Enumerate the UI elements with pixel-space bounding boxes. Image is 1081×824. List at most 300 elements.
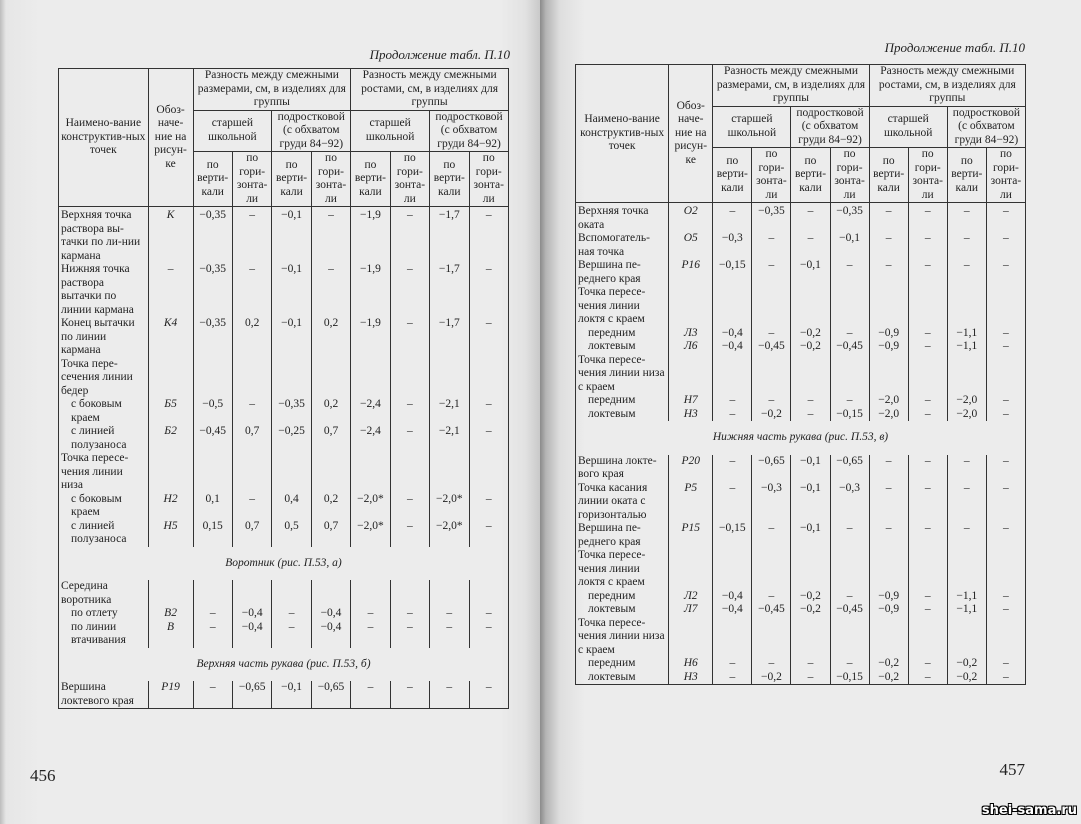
point-name: Верхняя точка раствора вы-тачки по ли-нии кармана (59, 207, 149, 264)
point-name: по отлету (59, 607, 149, 621)
table-row (59, 398, 509, 425)
value-cell (311, 580, 350, 607)
value-cell (908, 549, 947, 590)
value-cell (869, 617, 908, 658)
value-cell: −0,35 (752, 203, 791, 233)
value-cell: – (830, 259, 869, 286)
value-cell: −0,3 (713, 232, 752, 259)
value-cell: – (430, 621, 469, 648)
data-table-left (58, 68, 509, 709)
value-cell: −0,2 (869, 657, 908, 671)
section-row (59, 648, 509, 682)
horiz-header: по гори-зонта-ли (390, 152, 429, 207)
value-cell: – (752, 259, 791, 286)
value-cell: −0,4 (713, 590, 752, 604)
value-cell: −0,4 (232, 607, 271, 621)
value-cell: −0,65 (830, 455, 869, 482)
value-cell: – (986, 590, 1025, 604)
value-cell: – (713, 394, 752, 408)
value-cell: – (986, 482, 1025, 523)
senior-header: старшей школьной (351, 110, 430, 152)
value-cell: −0,45 (830, 340, 869, 354)
table-row (59, 358, 509, 399)
continuation-label: Продолжение табл. П.10 (369, 47, 510, 62)
point-name: Точка пересе-чения линии низа (59, 452, 149, 493)
point-symbol: Р16 (669, 259, 713, 286)
value-cell: −0,2 (752, 408, 791, 422)
col-name-header: Наимено-вание конструктив-ных точек (576, 65, 669, 203)
section-title: Воротник (рис. П.53, а) (225, 556, 342, 569)
value-cell (713, 617, 752, 658)
value-cell: −0,45 (752, 340, 791, 354)
value-cell (311, 358, 350, 399)
value-cell: – (986, 340, 1025, 354)
value-cell: – (752, 327, 791, 341)
col-symbol-header: Обоз-наче-ние на рисун-ке (148, 69, 193, 207)
value-cell: – (390, 621, 429, 648)
value-cell: −1,9 (351, 207, 390, 264)
value-cell (986, 617, 1025, 658)
point-symbol: В2 (148, 607, 193, 621)
value-cell: −0,15 (713, 522, 752, 549)
table-row (59, 520, 509, 547)
value-cell: – (469, 493, 508, 520)
vert-header: по верти-кали (430, 152, 469, 207)
value-cell (908, 617, 947, 658)
point-symbol: Л2 (669, 590, 713, 604)
value-cell: – (908, 232, 947, 259)
value-cell: −0,4 (311, 607, 350, 621)
point-symbol: Н6 (669, 657, 713, 671)
value-cell: −0,2 (869, 671, 908, 685)
value-cell (869, 286, 908, 327)
value-cell: −0,1 (272, 263, 311, 317)
table-row (576, 482, 1026, 523)
table-row (59, 607, 509, 621)
value-cell: – (390, 520, 429, 547)
value-cell: −2,0* (430, 493, 469, 520)
value-cell (752, 617, 791, 658)
senior-header: старшей школьной (869, 106, 947, 148)
value-cell: 0,5 (272, 520, 311, 547)
value-cell (351, 580, 390, 607)
value-cell: −0,9 (869, 590, 908, 604)
value-cell (193, 358, 232, 399)
value-cell: −2,0 (947, 394, 986, 408)
value-cell (791, 549, 830, 590)
value-cell: −0,35 (193, 207, 232, 264)
value-cell: – (390, 493, 429, 520)
value-cell: −1,1 (947, 590, 986, 604)
value-cell: – (752, 394, 791, 408)
table-row (576, 455, 1026, 482)
value-cell: – (469, 681, 508, 709)
value-cell: −0,2 (752, 671, 791, 685)
point-name: с линией полузаноса (59, 425, 149, 452)
value-cell: 0,7 (311, 520, 350, 547)
value-cell: −0,9 (869, 603, 908, 617)
value-cell: – (986, 394, 1025, 408)
point-symbol (669, 617, 713, 658)
value-cell: – (908, 590, 947, 604)
value-cell: −0,1 (791, 259, 830, 286)
point-name: Вершина локте-вого края (576, 455, 669, 482)
value-cell: −0,65 (752, 455, 791, 482)
value-cell: – (791, 203, 830, 233)
value-cell: – (986, 203, 1025, 233)
value-cell: −1,9 (351, 317, 390, 358)
value-cell: −1,7 (430, 207, 469, 264)
value-cell: – (791, 232, 830, 259)
value-cell: −2,0* (351, 493, 390, 520)
value-cell (752, 549, 791, 590)
value-cell: – (469, 263, 508, 317)
value-cell: – (908, 340, 947, 354)
table-row (576, 286, 1026, 327)
value-cell: – (713, 408, 752, 422)
table-row (576, 340, 1026, 354)
group-heights-header: Разность между смежными ростами, см, в изделиях для группы (869, 65, 1025, 107)
value-cell: – (390, 263, 429, 317)
value-cell: – (947, 203, 986, 233)
value-cell: – (713, 455, 752, 482)
value-cell: – (947, 455, 986, 482)
senior-header: старшей школьной (713, 106, 791, 148)
value-cell (713, 286, 752, 327)
point-symbol (669, 354, 713, 395)
value-cell: – (908, 327, 947, 341)
table-header (59, 69, 509, 207)
point-symbol: – (148, 263, 193, 317)
value-cell: −0,4 (232, 621, 271, 648)
value-cell: – (469, 207, 508, 264)
value-cell (947, 549, 986, 590)
point-symbol: Н3 (669, 671, 713, 685)
vert-header: по верти-кали (791, 148, 830, 203)
point-name: локтевым (576, 603, 669, 617)
value-cell: −1,7 (430, 317, 469, 358)
value-cell: −1,9 (351, 263, 390, 317)
point-name: Вершина пе-реднего края (576, 259, 669, 286)
value-cell: – (869, 522, 908, 549)
value-cell (908, 354, 947, 395)
value-cell: −0,9 (869, 327, 908, 341)
value-cell: – (791, 394, 830, 408)
point-symbol: Н7 (669, 394, 713, 408)
point-name: Вершина локтевого края (59, 681, 149, 709)
value-cell: −0,1 (791, 522, 830, 549)
point-symbol: Б5 (148, 398, 193, 425)
point-symbol: В (148, 621, 193, 648)
value-cell: −2,0* (430, 520, 469, 547)
table-row (576, 203, 1026, 233)
point-symbol: Р5 (669, 482, 713, 523)
col-name-header: Наимено-вание конструктив-ных точек (59, 69, 149, 207)
value-cell: – (469, 607, 508, 621)
value-cell: −2,1 (430, 398, 469, 425)
value-cell: – (752, 522, 791, 549)
value-cell: – (390, 607, 429, 621)
value-cell: – (908, 657, 947, 671)
value-cell (232, 358, 271, 399)
value-cell (791, 354, 830, 395)
section-row (576, 421, 1026, 455)
value-cell: 0,15 (193, 520, 232, 547)
group-heights-header: Разность между смежными ростами, см, в изделиях для группы (351, 69, 509, 111)
right-page (540, 0, 1081, 824)
table-row (576, 671, 1026, 685)
table-row (576, 232, 1026, 259)
value-cell: −0,45 (193, 425, 232, 452)
value-cell: – (986, 327, 1025, 341)
point-symbol: О5 (669, 232, 713, 259)
value-cell: −0,5 (193, 398, 232, 425)
value-cell: −0,35 (193, 263, 232, 317)
point-symbol: К4 (148, 317, 193, 358)
value-cell (752, 286, 791, 327)
horiz-header: по гори-зонта-ли (311, 152, 350, 207)
section-title: Нижняя часть рукава (рис. П.53, в) (712, 431, 889, 443)
value-cell: – (752, 232, 791, 259)
value-cell: – (390, 425, 429, 452)
table-row (576, 522, 1026, 549)
value-cell: – (947, 259, 986, 286)
value-cell (430, 452, 469, 493)
point-name: с боковым краем (59, 493, 149, 520)
table-row (576, 590, 1026, 604)
value-cell: −0,65 (232, 681, 271, 709)
value-cell (947, 617, 986, 658)
value-cell: −0,1 (272, 681, 311, 709)
value-cell: −0,9 (869, 340, 908, 354)
table-row (59, 681, 509, 709)
value-cell: – (232, 207, 271, 264)
value-cell: – (986, 603, 1025, 617)
value-cell (272, 358, 311, 399)
point-symbol: Р20 (669, 455, 713, 482)
value-cell: – (869, 203, 908, 233)
value-cell: −0,4 (713, 340, 752, 354)
value-cell: – (469, 425, 508, 452)
value-cell: – (272, 607, 311, 621)
vert-header: по верти-кали (351, 152, 390, 207)
horiz-header: по гори-зонта-ли (986, 148, 1025, 203)
value-cell (390, 358, 429, 399)
point-name: передним (576, 657, 669, 671)
value-cell: −0,1 (830, 232, 869, 259)
value-cell (752, 354, 791, 395)
value-cell (791, 286, 830, 327)
value-cell: – (830, 657, 869, 671)
point-name: передним (576, 327, 669, 341)
point-symbol (148, 452, 193, 493)
point-name: Точка касания линии оката с горизонталью (576, 482, 669, 523)
value-cell (390, 452, 429, 493)
value-cell: – (430, 607, 469, 621)
value-cell (791, 617, 830, 658)
value-cell: – (947, 522, 986, 549)
value-cell (986, 354, 1025, 395)
value-cell: – (232, 493, 271, 520)
value-cell: 0,4 (272, 493, 311, 520)
value-cell: – (869, 455, 908, 482)
value-cell: – (908, 408, 947, 422)
value-cell (430, 358, 469, 399)
value-cell: −0,4 (311, 621, 350, 648)
value-cell (713, 354, 752, 395)
value-cell: – (713, 657, 752, 671)
value-cell: −0,3 (830, 482, 869, 523)
value-cell (947, 286, 986, 327)
value-cell (713, 549, 752, 590)
value-cell: – (390, 681, 429, 709)
vert-header: по верти-кали (869, 148, 908, 203)
table-row (576, 603, 1026, 617)
point-name: локтевым (576, 671, 669, 685)
value-cell: – (869, 482, 908, 523)
value-cell: −0,2 (791, 327, 830, 341)
point-name: Точка пере-сечения линии бедер (59, 358, 149, 399)
value-cell: −2,0 (947, 408, 986, 422)
value-cell (311, 452, 350, 493)
value-cell (351, 358, 390, 399)
teen-header: подростковой (с обхватом груди 84−92) (947, 106, 1025, 148)
value-cell: −0,4 (713, 603, 752, 617)
vert-header: по верти-кали (272, 152, 311, 207)
value-cell: – (908, 203, 947, 233)
value-cell (869, 354, 908, 395)
teen-header: подростковой (с обхватом груди 84−92) (791, 106, 869, 148)
value-cell: −0,35 (272, 398, 311, 425)
value-cell: 0,7 (232, 425, 271, 452)
group-sizes-header: Разность между смежными размерами, см, в изделиях для группы (713, 65, 869, 107)
table-row (576, 327, 1026, 341)
group-sizes-header: Разность между смежными размерами, см, в изделиях для группы (193, 69, 351, 111)
value-cell: −2,1 (430, 425, 469, 452)
value-cell: 0,1 (193, 493, 232, 520)
value-cell: – (947, 482, 986, 523)
value-cell: −1,1 (947, 327, 986, 341)
point-symbol: Л7 (669, 603, 713, 617)
value-cell (830, 617, 869, 658)
section-row (59, 547, 509, 581)
value-cell: – (351, 681, 390, 709)
point-symbol: К (148, 207, 193, 264)
point-symbol: Р19 (148, 681, 193, 709)
col-symbol-header: Обоз-наче-ние на рисун-ке (669, 65, 713, 203)
point-symbol: Л6 (669, 340, 713, 354)
point-name: локтевым (576, 340, 669, 354)
value-cell: 0,7 (311, 425, 350, 452)
point-symbol: Л3 (669, 327, 713, 341)
value-cell: −2,4 (351, 398, 390, 425)
vert-header: по верти-кали (713, 148, 752, 203)
point-name: Верхняя точка оката (576, 203, 669, 233)
point-name: Вершина пе-реднего края (576, 522, 669, 549)
value-cell (469, 452, 508, 493)
value-cell: – (713, 203, 752, 233)
value-cell: −0,4 (713, 327, 752, 341)
value-cell: −0,35 (830, 203, 869, 233)
point-name: Точка пересе-чения линии низа с краем (576, 354, 669, 395)
value-cell: – (908, 603, 947, 617)
value-cell: – (351, 607, 390, 621)
value-cell: – (390, 207, 429, 264)
senior-header: старшей школьной (193, 110, 272, 152)
left-page (0, 0, 540, 824)
value-cell: 0,2 (311, 317, 350, 358)
point-name: Конец вытачки по линии кармана (59, 317, 149, 358)
value-cell (908, 286, 947, 327)
point-name: Вспомогатель-ная точка (576, 232, 669, 259)
value-cell: −0,1 (272, 207, 311, 264)
horiz-header: по гори-зонта-ли (908, 148, 947, 203)
point-symbol: Н2 (148, 493, 193, 520)
value-cell: – (986, 455, 1025, 482)
table-row (576, 657, 1026, 671)
value-cell: −2,4 (351, 425, 390, 452)
table-row (59, 621, 509, 648)
value-cell: 0,2 (232, 317, 271, 358)
table-row (59, 425, 509, 452)
value-cell: 0,2 (311, 493, 350, 520)
value-cell: 0,7 (232, 520, 271, 547)
value-cell: – (469, 317, 508, 358)
value-cell: −2,0 (869, 394, 908, 408)
value-cell (986, 286, 1025, 327)
table-row (59, 317, 509, 358)
value-cell: – (351, 621, 390, 648)
point-name: по линии втачивания (59, 621, 149, 648)
point-symbol: Б2 (148, 425, 193, 452)
value-cell: −0,45 (830, 603, 869, 617)
point-symbol (148, 358, 193, 399)
value-cell (272, 452, 311, 493)
value-cell (390, 580, 429, 607)
teen-header: подростковой (с обхватом груди 84−92) (430, 110, 509, 152)
point-symbol (669, 549, 713, 590)
table-row (576, 394, 1026, 408)
section-title: Верхняя часть рукава (рис. П.53, б) (196, 657, 371, 670)
horiz-header: по гори-зонта-ли (752, 148, 791, 203)
value-cell: – (986, 522, 1025, 549)
table-row (59, 207, 509, 264)
value-cell: – (869, 232, 908, 259)
value-cell: – (908, 259, 947, 286)
value-cell: – (791, 408, 830, 422)
value-cell: −0,15 (713, 259, 752, 286)
value-cell: – (713, 482, 752, 523)
value-cell: – (469, 520, 508, 547)
continuation-label: Продолжение табл. П.10 (884, 40, 1025, 55)
point-name: с боковым краем (59, 398, 149, 425)
value-cell: 0,2 (311, 398, 350, 425)
value-cell: −0,25 (272, 425, 311, 452)
table-row (576, 617, 1026, 658)
value-cell: – (791, 671, 830, 685)
table-row (59, 493, 509, 520)
value-cell (272, 580, 311, 607)
point-name: Точка пересе-чения линии локтя с краем (576, 286, 669, 327)
value-cell: – (232, 263, 271, 317)
value-cell: – (311, 263, 350, 317)
value-cell (193, 580, 232, 607)
table-row (576, 408, 1026, 422)
value-cell (830, 354, 869, 395)
value-cell: – (311, 207, 350, 264)
value-cell: – (469, 621, 508, 648)
point-symbol (669, 286, 713, 327)
